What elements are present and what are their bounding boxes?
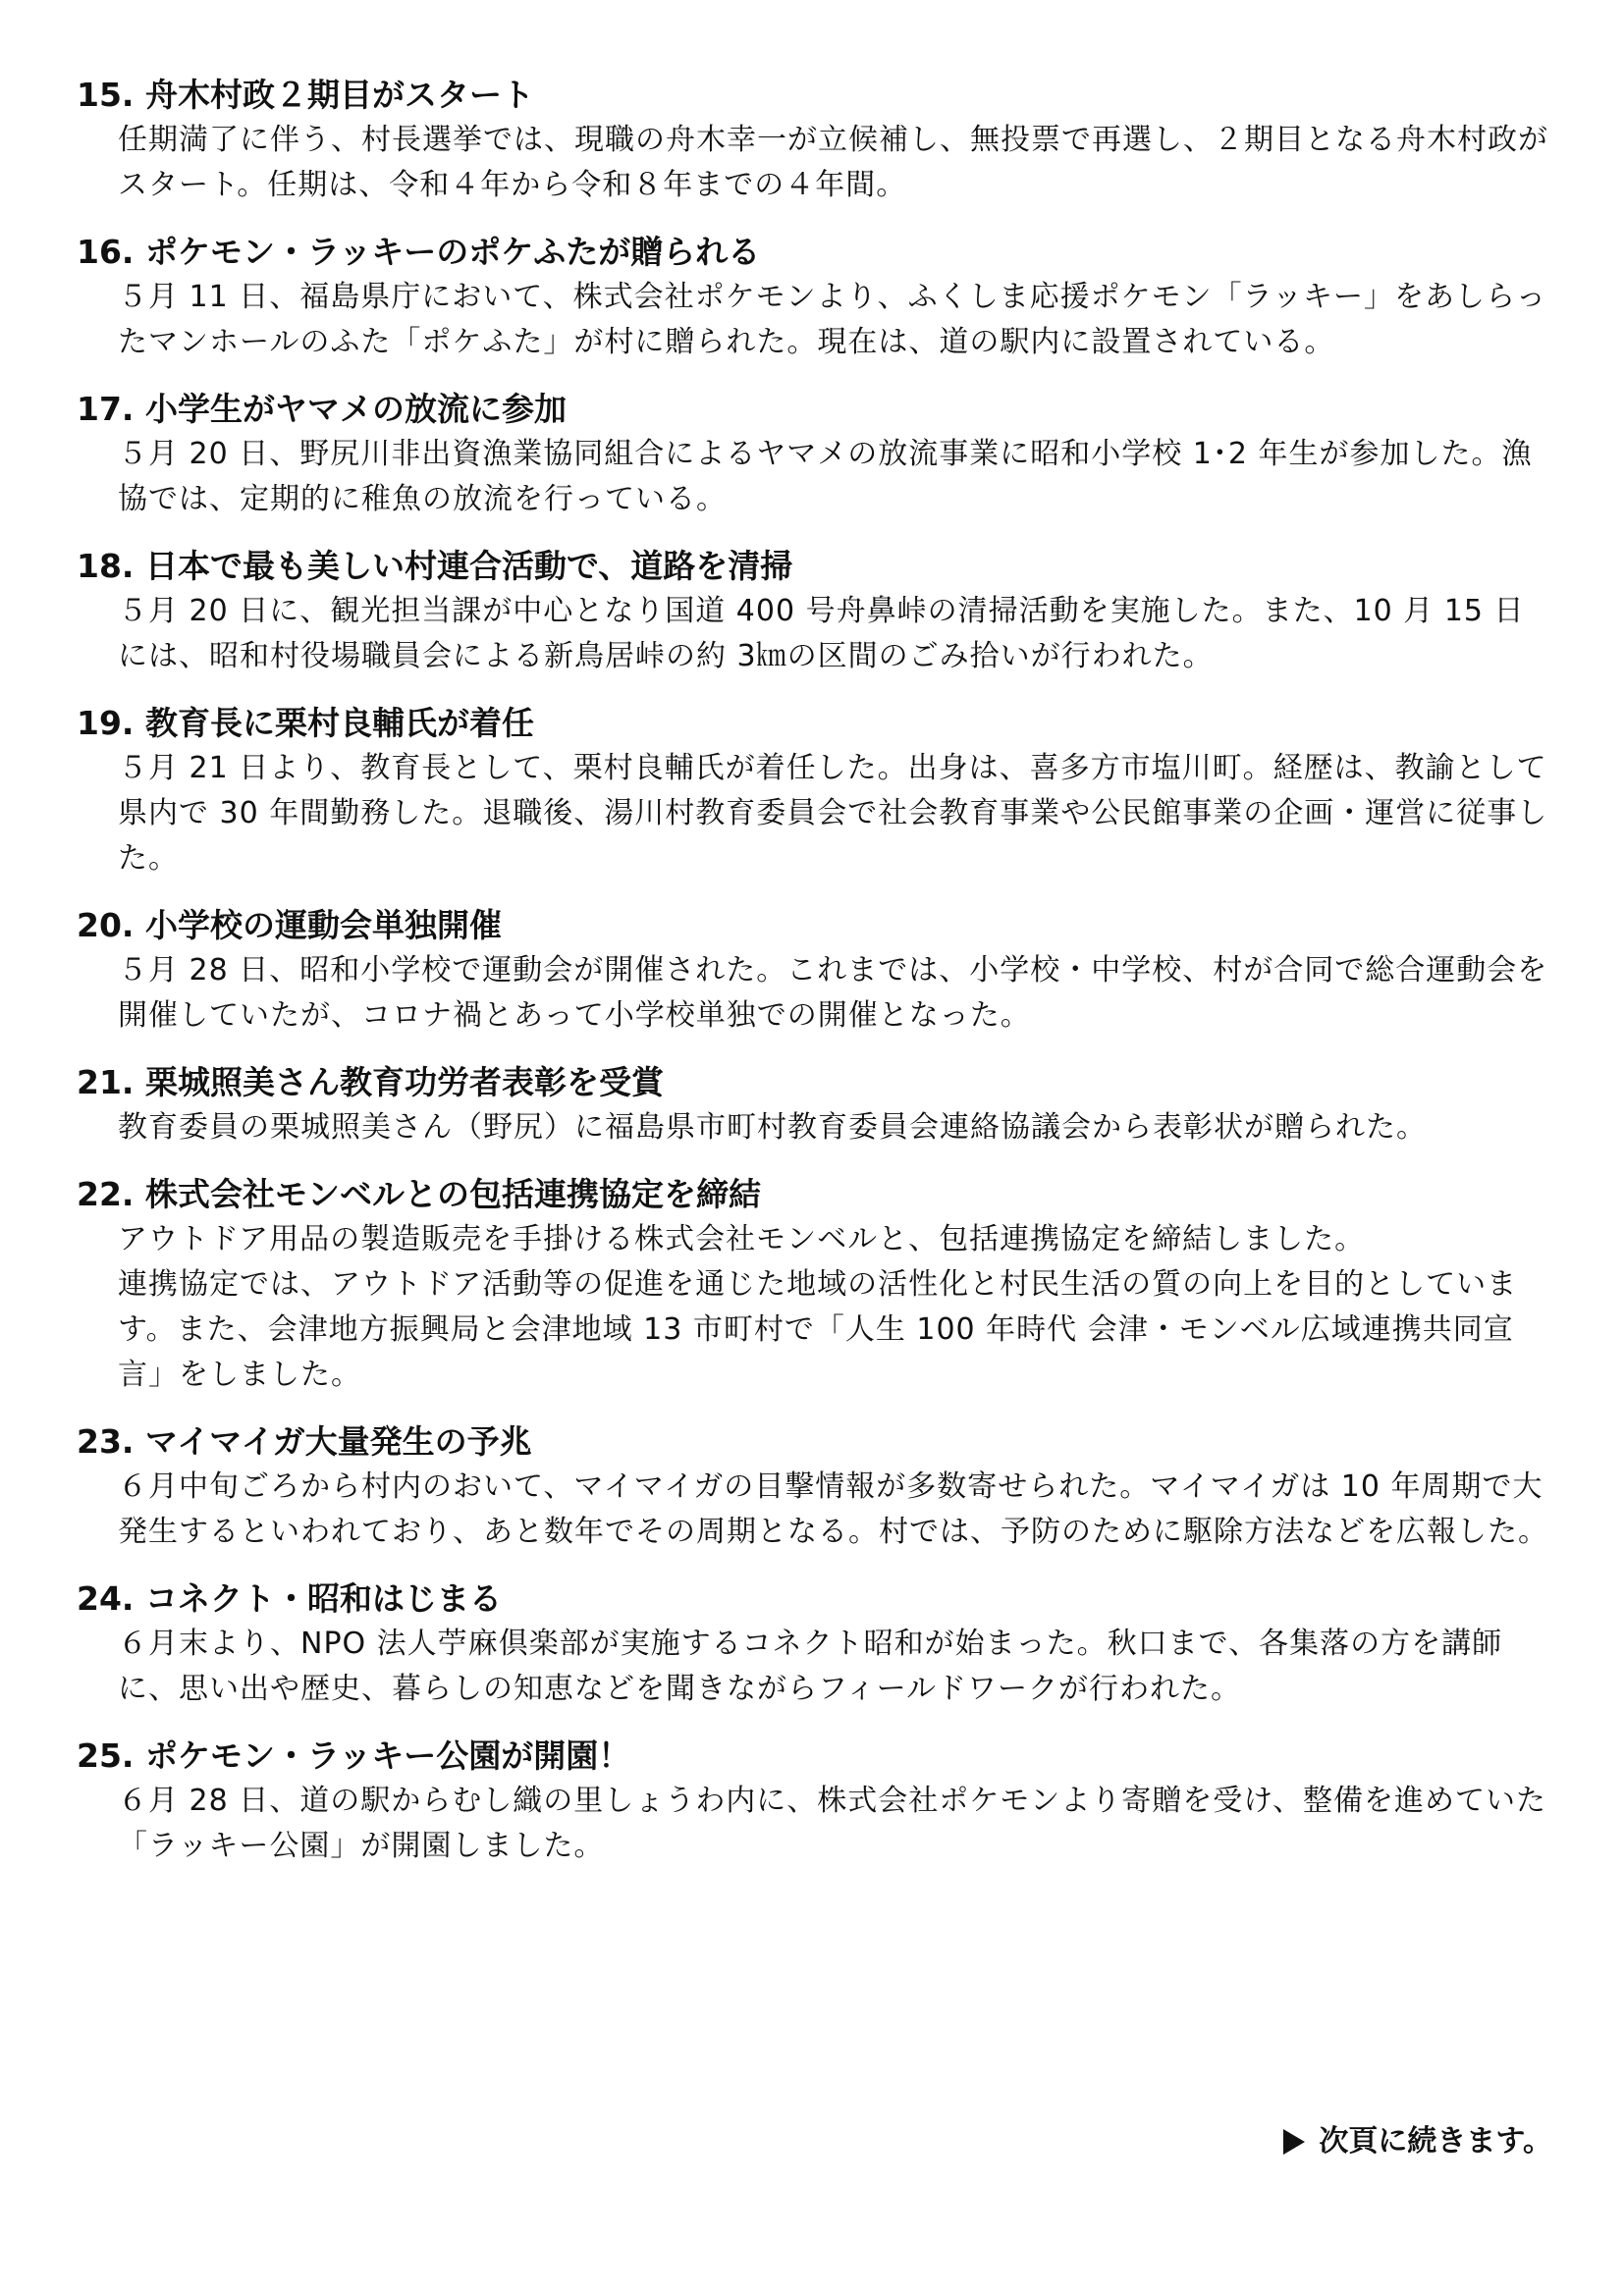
- news-item-body: [118, 432, 1554, 522]
- news-item-paragraph: ５月 11 日、福島県庁において、株式会社ポケモンより、ふくしま応援ポケモン「ラッキー」をあしらったマンホールのふた「ポケふた」が村に贈られた。現在は、道の駅内に設置されている。: [118, 280, 1547, 359]
- news-item-title: 25. ポケモン・ラッキー公園が開園！: [77, 1736, 631, 1775]
- news-item-body: [118, 1217, 1554, 1398]
- news-item-paragraph: ５月 21 日より、教育長として、栗村良輔氏が着任した。出身は、喜多方市塩川町。経歴は、教諭として県内で 30 年間勤務した。退職後、湯川村教育委員会で社会教育事業や公民館事業の企画・運営に従事した。: [118, 751, 1548, 876]
- news-item-body: [118, 1779, 1554, 1869]
- news-item-title: 16. ポケモン・ラッキーのポケふたが贈られる: [77, 233, 761, 271]
- news-item-title: 19. 教育長に栗村良輔氏が着任: [77, 704, 534, 742]
- news-item-paragraph: ５月 20 日に、観光担当課が中心となり国道 400 号舟鼻峠の清掃活動を実施した。また、10 月 15 日には、昭和村役場職員会による新鳥居峠の約 3㎞の区間のごみ拾いが行われた。: [118, 594, 1525, 673]
- news-item-21: [77, 1060, 1554, 1150]
- triangle-right-icon: [1283, 2129, 1305, 2155]
- news-item-25: [77, 1734, 1554, 1869]
- news-item-paragraph: ５月 20 日、野尻川非出資漁業協同組合によるヤマメの放流事業に昭和小学校 1･2 年生が参加した。漁協では、定期的に稚魚の放流を行っている。: [118, 437, 1533, 516]
- news-item-title: 17. 小学生がヤマメの放流に参加: [77, 390, 567, 428]
- news-item-body: [118, 1622, 1554, 1712]
- news-item-paragraph: 連携協定では、アウトドア活動等の促進を通じた地域の活性化と村民生活の質の向上を目的としています。また、会津地方振興局と会津地域 13 市町村で「人生 100 年時代 会津・モンベル広域連携共同宣言」をしました。: [118, 1267, 1518, 1392]
- continue-label: 次頁に続きます。: [1319, 2124, 1552, 2159]
- news-item-23: [77, 1419, 1554, 1555]
- news-item-title: 20. 小学校の運動会単独開催: [77, 906, 502, 944]
- news-item-paragraph: アウトドア用品の製造販売を手掛ける株式会社モンベルと、包括連携協定を締結しました。: [118, 1222, 1366, 1256]
- news-item-title: 18. 日本で最も美しい村連合活動で、道路を清掃: [77, 547, 793, 585]
- news-item-title: 21. 栗城照美さん教育功労者表彰を受賞: [77, 1063, 664, 1101]
- news-item-title: 15. 舟木村政２期目がスタート: [77, 76, 534, 114]
- news-item-17: [77, 387, 1554, 522]
- news-item-title: 23. マイマイガ大量発生の予兆: [77, 1422, 532, 1461]
- news-item-22: [77, 1172, 1554, 1398]
- news-item-body: [118, 746, 1554, 881]
- news-item-19: [77, 701, 1554, 881]
- news-item-body: [118, 948, 1554, 1039]
- news-item-body: [118, 118, 1554, 208]
- news-item-paragraph: ５月 28 日、昭和小学校で運動会が開催された。これまでは、小学校・中学校、村が合同で総合運動会を開催していたが、コロナ禍とあって小学校単独での開催となった。: [118, 953, 1548, 1033]
- news-item-body: [118, 1105, 1554, 1150]
- news-item-15: [77, 73, 1554, 208]
- news-item-16: [77, 230, 1554, 365]
- news-item-paragraph: ６月中旬ごろから村内のおいて、マイマイガの目撃情報が多数寄せられた。マイマイガは 10 年周期で大発生するといわれており、あと数年でその周期となる。村では、予防のために駆除方法などを広報した。: [118, 1469, 1548, 1549]
- news-item-body: [118, 275, 1554, 365]
- news-item-18: [77, 544, 1554, 679]
- news-item-paragraph: ６月 28 日、道の駅からむし織の里しょうわ内に、株式会社ポケモンより寄贈を受け、整備を進めていた「ラッキー公園」が開園しました。: [118, 1784, 1547, 1863]
- news-list: [77, 73, 1554, 1891]
- news-item-title: 24. コネクト・昭和はじまる: [77, 1579, 502, 1618]
- news-item-title: 22. 株式会社モンベルとの包括連携協定を締結: [77, 1175, 761, 1213]
- news-item-body: [118, 589, 1554, 679]
- news-item-paragraph: 教育委員の栗城照美さん（野尻）に福島県市町村教育委員会連絡協議会から表彰状が贈られた。: [118, 1110, 1427, 1145]
- news-item-body: [118, 1465, 1554, 1555]
- news-item-24: [77, 1576, 1554, 1712]
- news-item-paragraph: ６月末より、NPO 法人苧麻倶楽部が実施するコネクト昭和が始まった。秋口まで、各集落の方を講師に、思い出や歴史、暮らしの知恵などを聞きながらフィールドワークが行われた。: [118, 1627, 1503, 1706]
- news-item-20: [77, 903, 1554, 1039]
- continue-next-page-note: [1283, 2122, 1552, 2162]
- news-item-paragraph: 任期満了に伴う、村長選挙では、現職の舟木幸一が立候補し、無投票で再選し、２期目となる舟木村政がスタート。任期は、令和４年から令和８年までの４年間。: [118, 123, 1548, 202]
